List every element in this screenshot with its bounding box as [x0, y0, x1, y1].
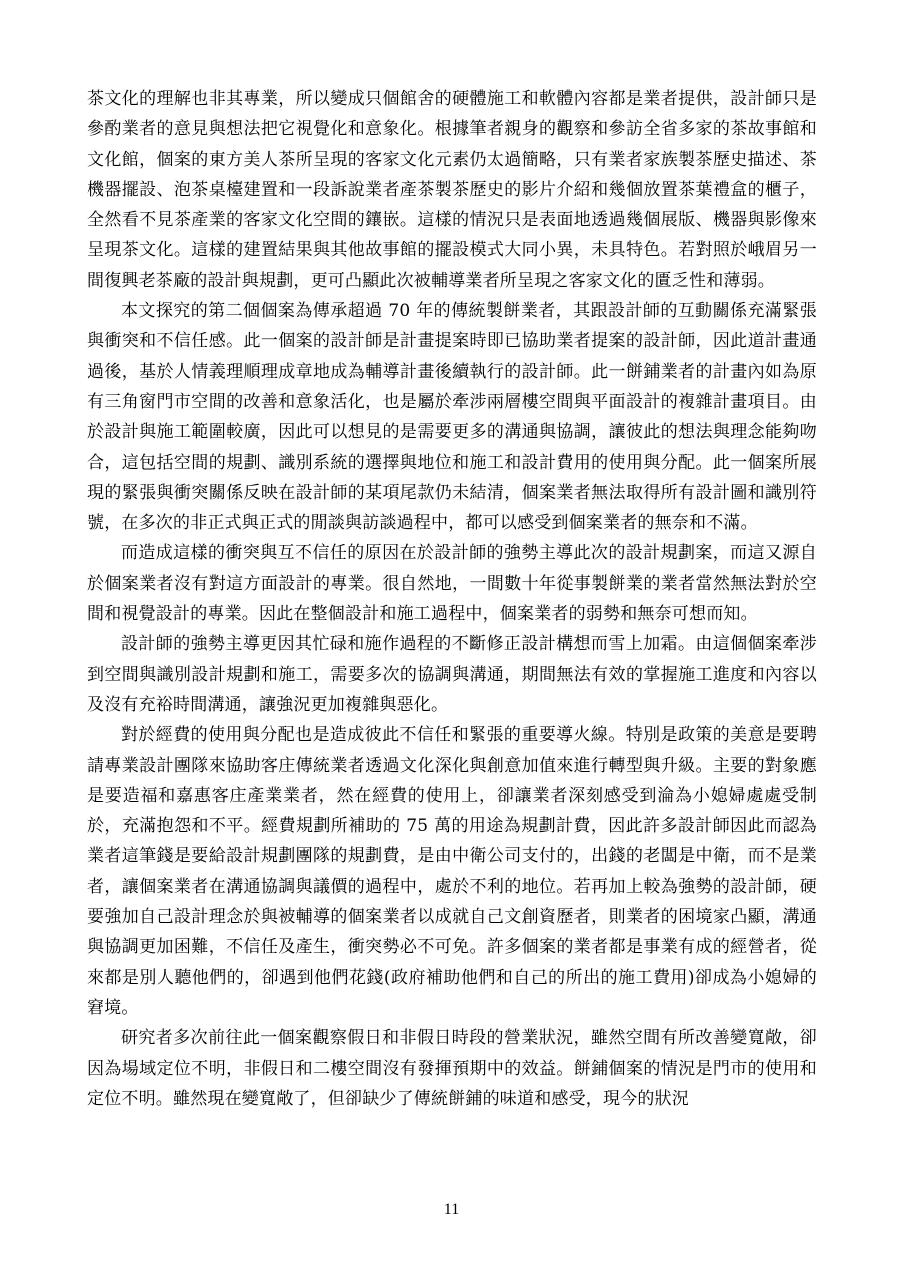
paragraph-designer-dominance: 設計師的強勢主導更因其忙碌和施作過程的不斷修正設計構想而雪上加霜。由這個個案牽涉到空間與識別設計規劃和施工，需要多次的協調與溝通，期間無法有效的掌握施工進度和內容以及沒有充裕時間溝通，讓強況更加複雜與惡化。 — [87, 634, 817, 715]
body-text — [87, 84, 817, 1114]
paragraph-second-case: 本文探究的第二個個案為傳承超過 70 年的傳統製餅業者，其跟設計師的互動關係充滿緊張與衝突和不信任感。此一個案的設計師是計畫提案時即已協助業者提案的設計師，因此道計畫通過後，基於人情義理順理成章地成為輔導計畫後續執行的設計師。此一餅鋪業者的計畫內如為原有三角窗門市空間的改善和意象活化，也是屬於牽涉兩層樓空間與平面設計的複雜計畫項目。由於設計與施工範圍較廣，因此可以想見的是需要更多的溝通與協調，讓彼此的想法與理念能夠吻合，這包括空間的規劃、識別系統的選擇與地位和施工和設計費用的使用與分配。此一個案所展現的緊張與衝突關係反映在設計師的某項尾款仍未結清，個案業者無法取得所有設計圖和識別符號，在多次的非正式與正式的閒談與訪談過程中，都可以感受到個案業者的無奈和不滿。 — [87, 301, 817, 534]
paragraph-funding: 對於經費的使用與分配也是造成彼此不信任和緊張的重要導火線。特別是政策的美意是要聘請專業設計團隊來協助客庄傳統業者透過文化深化與創意加值來進行轉型與升級。主要的對象應是要造福和嘉惠客庄產業業者，然在經費的使用上，卻讓業者深刻感受到淪為小媳婦處處受制於，充滿抱怨和不平。經費規劃所補助的 75 萬的用途為規劃計費，因此許多設計師因此而認為業者這筆錢是要給設計規劃團隊的規劃費，是由中衛公司支付的，出錢的老闆是中衛，而不是業者，讓個案業者在溝通協調與議價的過程中，處於不利的地位。若再加上較為強勢的設計師，硬要強加自己設計理念於與被輔導的個案業者以成就自己文創資歷者，則業者的困境家凸顯，溝通與協調更加困難，不信任及產生，衝突勢必不可免。許多個案的業者都是事業有成的經營者，從來都是別人聽他們的，卻遇到他們花錢(政府補助他們和自己的所出的施工費用)卻成為小媳婦的窘境。 — [87, 725, 817, 1018]
paragraph-observation: 研究者多次前往此一個案觀察假日和非假日時段的營業狀況，雖然空間有所改善變寬敞，卻因為場域定位不明，非假日和二樓空間沒有發揮預期中的效益。餅鋪個案的情況是門市的使用和定位不明。雖然現在變寬敞了，但卻缺少了傳統餅鋪的味道和感受，現今的狀況 — [87, 1028, 817, 1109]
paragraph-continued: 茶文化的理解也非其專業，所以變成只個館舍的硬體施工和軟體內容都是業者提供，設計師只是參酌業者的意見與想法把它視覺化和意象化。根據筆者親身的觀察和參訪全省多家的茶故事館和文化館，個案的東方美人茶所呈現的客家文化元素仍太過簡略，只有業者家族製茶歷史描述、茶機器擺設、泡茶桌檯建置和一段訴說業者產茶製茶歷史的影片介紹和幾個放置茶葉禮盒的櫃子，全然看不見茶產業的客家文化空間的鑲嵌。這樣的情況只是表面地透過幾個展版、機器與影像來呈現茶文化。這樣的建置結果與其他故事館的擺設模式大同小異，未具特色。若對照於峨眉另一間復興老茶廠的設計與規劃，更可凸顯此次被輔導業者所呈現之客家文化的匱乏性和薄弱。 — [87, 89, 817, 291]
paragraph-conflict-cause: 而造成這樣的衝突與互不信任的原因在於設計師的強勢主導此次的設計規劃案，而這又源自於個案業者沒有對這方面設計的專業。很自然地，一間數十年從事製餅業的業者當然無法對於空間和視覺設計的專業。因此在整個設計和施工過程中，個案業者的弱勢和無奈可想而知。 — [87, 543, 817, 625]
page-number: 11 — [443, 1201, 460, 1218]
